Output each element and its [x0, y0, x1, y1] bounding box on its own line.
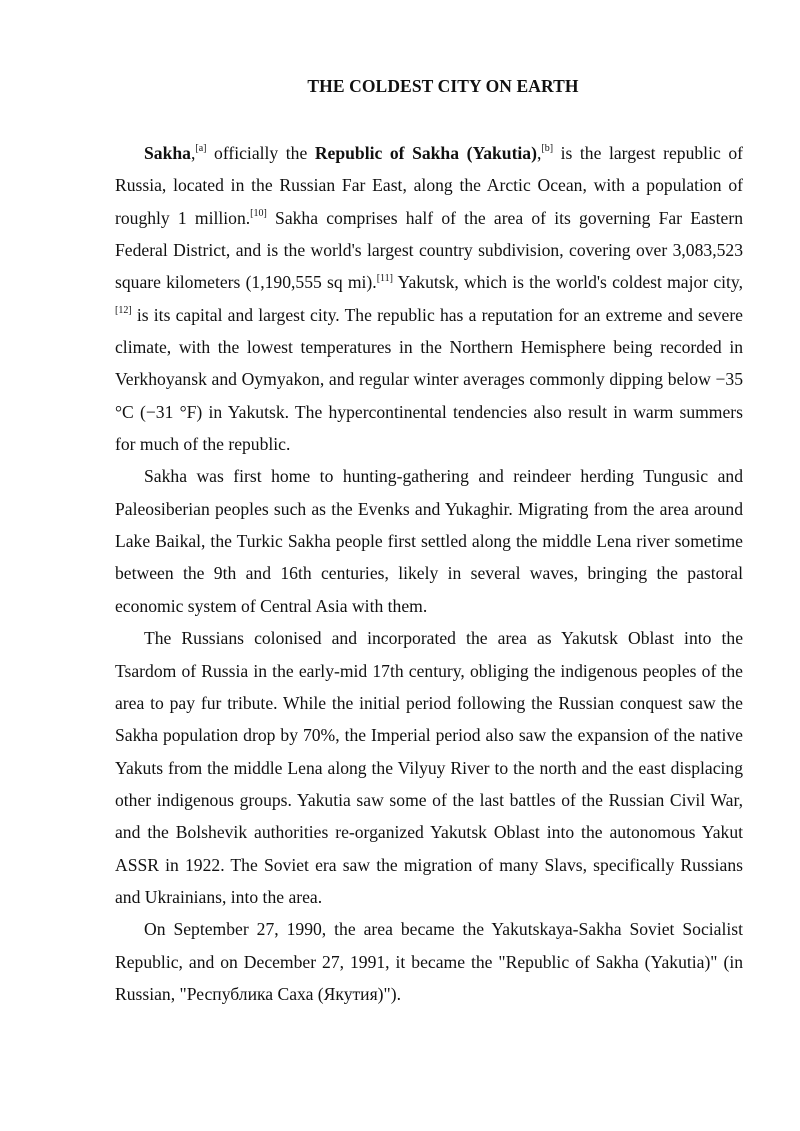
paragraph-intro-text-2: is the largest republic of Russia, located in the Russian Far East, along the Arctic Ocean, with a population of roughly 1 million.: [115, 143, 743, 228]
footnote-ref-11[interactable]: [11]: [376, 272, 393, 284]
footnote-ref-10[interactable]: [10]: [250, 207, 267, 219]
term-official-name: Republic of Sakha (Yakutia): [314, 143, 537, 163]
paragraph-intro-text-1: officially the: [206, 143, 315, 163]
paragraph-modern-republic: On September 27, 1990, the area became the Yakutskaya-Sakha Soviet Socialist Republic, and on December 27, 1991, it became the "Republic of Sakha (Yakutia)" (in Russian, "Республика Саха (Якутия)").: [115, 919, 743, 1004]
footnote-ref-a[interactable]: [a]: [195, 143, 207, 155]
paragraph-intro-text-4: Yakutsk, which is the world's coldest major city,: [392, 272, 743, 293]
footnote-ref-b[interactable]: [b]: [541, 143, 554, 155]
document-body: [115, 137, 743, 1010]
paragraph-early-history: Sakha was first home to hunting-gathering and reindeer herding Tungusic and Paleosiberian peoples such as the Evenks and Yukaghir. Migrating from the area around Lake Baikal, the Turkic Sakha people first settled along the middle Lena river sometime between the 9th and 16th centuries, likely in several waves, bringing the pastoral economic system of Central Asia with them.: [115, 466, 743, 616]
paragraph-russian-colonization: The Russians colonised and incorporated the area as Yakutsk Oblast into the Tsardom of Russia in the early-mid 17th century, obliging the indigenous peoples of the area to pay fur tribute. While the initial period following the Russian conquest saw the Sakha population drop by 70%, the Imperial period also saw the expansion of the native Yakuts from the middle Lena along the Vilyuy River to the north and the east displacing other indigenous groups. Yakutia saw some of the last battles of the Russian Civil War, and the Bolshevik authorities re-organized Yakutsk Oblast into the autonomous Yakut ASSR in 1922. The Soviet era saw the migration of many Slavs, specifically Russians and Ukrainians, into the area.: [115, 628, 743, 907]
term-sakha: Sakha: [144, 143, 191, 163]
paragraph-intro-text-3: Sakha comprises half of the area of its governing Far Eastern Federal District, and is the world's largest country subdivision, covering over 3,083,523 square kilometers (1,190,555 sq mi).: [115, 207, 743, 293]
paragraph-intro: Sakha,[a] officially the Republic of Sakha (Yakutia),[b] is the largest republic of Russia, located in the Russian Far East, along the Arctic Ocean, with a population of roughly 1 million.[10] Sakha comprises half of the area of its governing Far Eastern Federal District, and is the world's largest country subdivision, covering over 3,083,523 square kilometers (1,190,555 sq mi).[11] Yakutsk, which is the world's coldest major city,[12] is its capital and largest city. The republic has a reputation for an extreme and severe climate, with the lowest temperatures in the Northern Hemisphere being recorded in Verkhoyansk and Oymyakon, and regular winter averages commonly dipping below −35 °C (−31 °F) in Yakutsk. The hypercontinental tendencies also result in warm summers for much of the republic.: [115, 143, 743, 455]
paragraph-intro-text-5: is its capital and largest city. The republic has a reputation for an extreme and severe climate, with the lowest temperatures in the Northern Hemisphere being recorded in Verkhoyansk and Oymyakon, and regular winter averages commonly dipping below −35 °C (−31 °F) in Yakutsk. The hypercontinental tendencies also result in warm summers for much of the republic.: [115, 304, 743, 455]
footnote-ref-12[interactable]: [12]: [115, 304, 132, 316]
document-title: THE COLDEST CITY ON EARTH: [307, 76, 579, 96]
